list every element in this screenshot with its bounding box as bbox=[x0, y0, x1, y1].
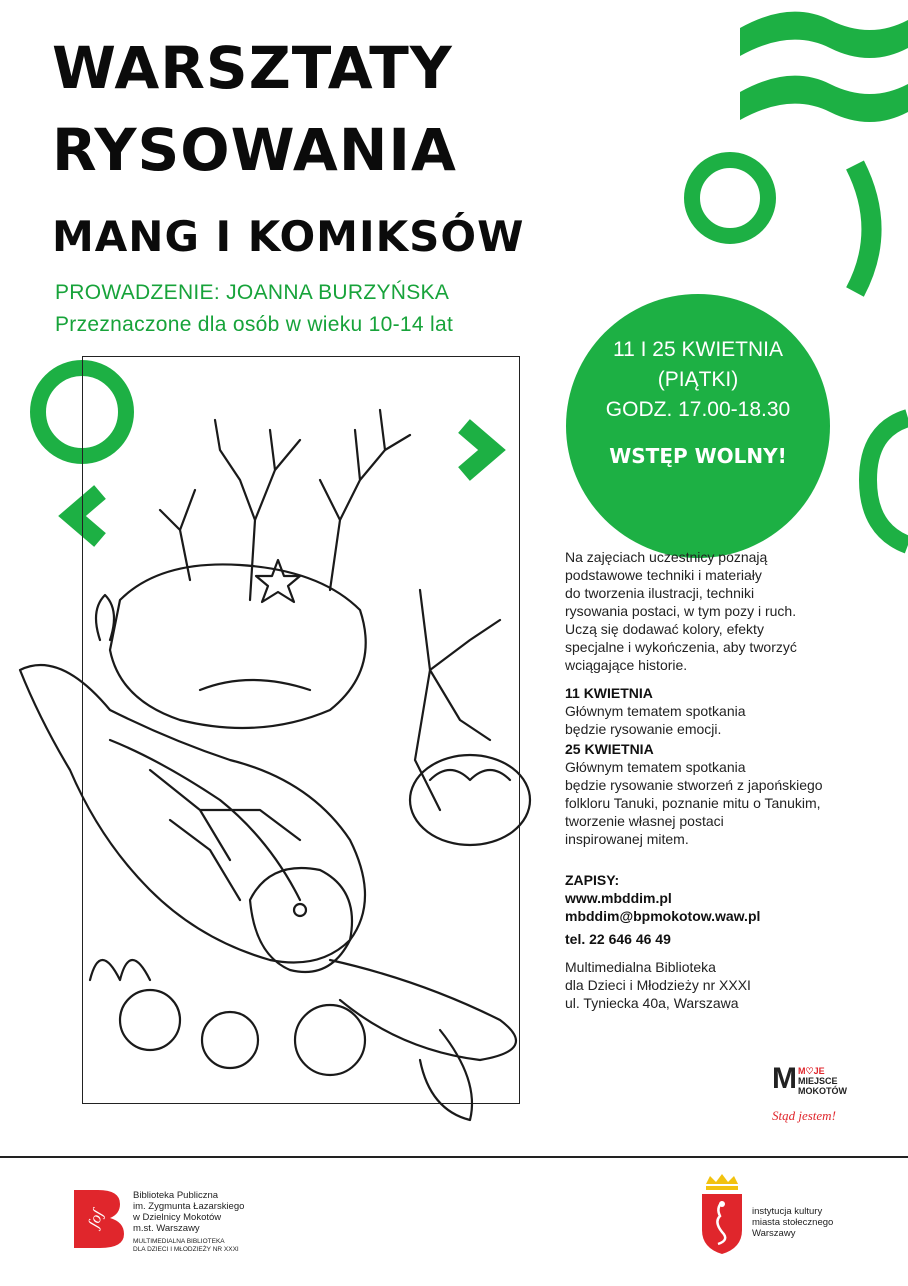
venue-line: Multimedialna Biblioteka bbox=[565, 959, 716, 975]
description-line: rysowania postaci, w tym pozy i ruch. bbox=[565, 603, 797, 619]
venue-line: dla Dzieci i Młodzieży nr XXXI bbox=[565, 977, 751, 993]
session-2-date: 25 KWIETNIA bbox=[565, 741, 654, 757]
session-2-block bbox=[565, 740, 885, 848]
green-arc-icon bbox=[868, 418, 908, 545]
description-line: do tworzenia ilustracji, techniki bbox=[565, 585, 755, 601]
svg-text:ʃoʃ: ʃoʃ bbox=[85, 1207, 108, 1230]
library-line: m.st. Warszawy bbox=[133, 1223, 200, 1234]
institution-line: miasta stołecznego bbox=[752, 1217, 834, 1228]
library-sub-line: MULTIMEDIALNA BIBLIOTEKA bbox=[133, 1238, 225, 1245]
logo-line: M♡JE bbox=[798, 1066, 825, 1076]
description-line: wciągające historie. bbox=[565, 657, 688, 673]
session-2-line: inspirowanej mitem. bbox=[565, 831, 689, 847]
green-arc-icon bbox=[855, 165, 872, 292]
library-name bbox=[133, 1190, 293, 1254]
session-2-line: będzie rysowanie stworzeń z japońskiego bbox=[565, 777, 823, 793]
session-1-line: Głównym tematem spotkania bbox=[565, 703, 746, 719]
green-wave-icon bbox=[740, 76, 908, 122]
description-line: podstawowe techniki i materiały bbox=[565, 567, 762, 583]
session-1-line: będzie rysowanie emocji. bbox=[565, 721, 722, 737]
logo-m-glyph: M bbox=[772, 1062, 797, 1095]
title-line-1: WARSZTATY bbox=[52, 34, 453, 102]
event-date-badge bbox=[566, 294, 830, 558]
session-1-date: 11 KWIETNIA bbox=[565, 685, 653, 701]
moje-miejsce-logo bbox=[772, 1064, 868, 1134]
logo-tagline: Stąd jestem! bbox=[772, 1108, 836, 1123]
venue-line: ul. Tyniecka 40a, Warszawa bbox=[565, 995, 739, 1011]
session-2-line: tworzenie własnej postaci bbox=[565, 813, 724, 829]
green-ring-icon bbox=[692, 160, 768, 236]
library-line: Biblioteka Publiczna bbox=[133, 1190, 219, 1201]
session-2-line: Głównym tematem spotkania bbox=[565, 759, 746, 775]
description-block bbox=[565, 548, 885, 674]
description-line: Uczą się dodawać kolory, efekty bbox=[565, 621, 764, 637]
footer-divider bbox=[0, 1156, 908, 1158]
library-sub-line: DLA DZIECI I MŁODZIEŻY NR XXXI bbox=[133, 1246, 239, 1253]
title-line-3: MANG I KOMIKSÓW bbox=[52, 212, 525, 261]
signup-block bbox=[565, 871, 885, 925]
signup-phone[interactable]: tel. 22 646 46 49 bbox=[565, 931, 671, 947]
library-line: im. Zygmunta Łazarskiego bbox=[133, 1201, 245, 1212]
turtle-coral-illustration bbox=[0, 340, 560, 1140]
event-time: GODZ. 17.00-18.30 bbox=[605, 398, 791, 421]
signup-label: ZAPISY: bbox=[565, 872, 620, 888]
library-logo-icon bbox=[70, 1188, 126, 1250]
logo-line: MOKOTÓW bbox=[798, 1086, 847, 1096]
green-wave-icon bbox=[740, 12, 908, 58]
signup-email-link[interactable]: mbddim@bpmokotow.waw.pl bbox=[565, 908, 761, 924]
event-date: 11 I 25 KWIETNIA bbox=[613, 338, 783, 361]
institution-line: instytucja kultury bbox=[752, 1206, 823, 1217]
warsaw-coat-of-arms-icon bbox=[700, 1174, 744, 1254]
event-days: (PIĄTKI) bbox=[657, 368, 739, 391]
session-1-block bbox=[565, 684, 885, 738]
library-line: w Dzielnicy Mokotów bbox=[133, 1212, 222, 1223]
leader-text: PROWADZENIE: JOANNA BURZYŃSKA bbox=[55, 281, 450, 304]
session-2-line: folkloru Tanuki, poznanie mitu o Tanukim, bbox=[565, 795, 821, 811]
title-line-2: RYSOWANIA bbox=[52, 116, 457, 184]
audience-text: Przeznaczone dla osób w wieku 10-14 lat bbox=[55, 313, 454, 336]
free-entry-label: WSTĘP WOLNY! bbox=[609, 444, 787, 468]
description-line: specjalne i wykończenia, aby tworzyć bbox=[565, 639, 797, 655]
signup-website-link[interactable]: www.mbddim.pl bbox=[565, 890, 672, 906]
description-line: Na zajęciach uczestnicy poznają bbox=[565, 549, 768, 565]
phone-block bbox=[565, 930, 885, 948]
logo-line: MIEJSCE bbox=[798, 1076, 838, 1086]
institution-text bbox=[752, 1206, 892, 1239]
venue-block bbox=[565, 958, 885, 1012]
institution-line: Warszawy bbox=[752, 1228, 796, 1239]
